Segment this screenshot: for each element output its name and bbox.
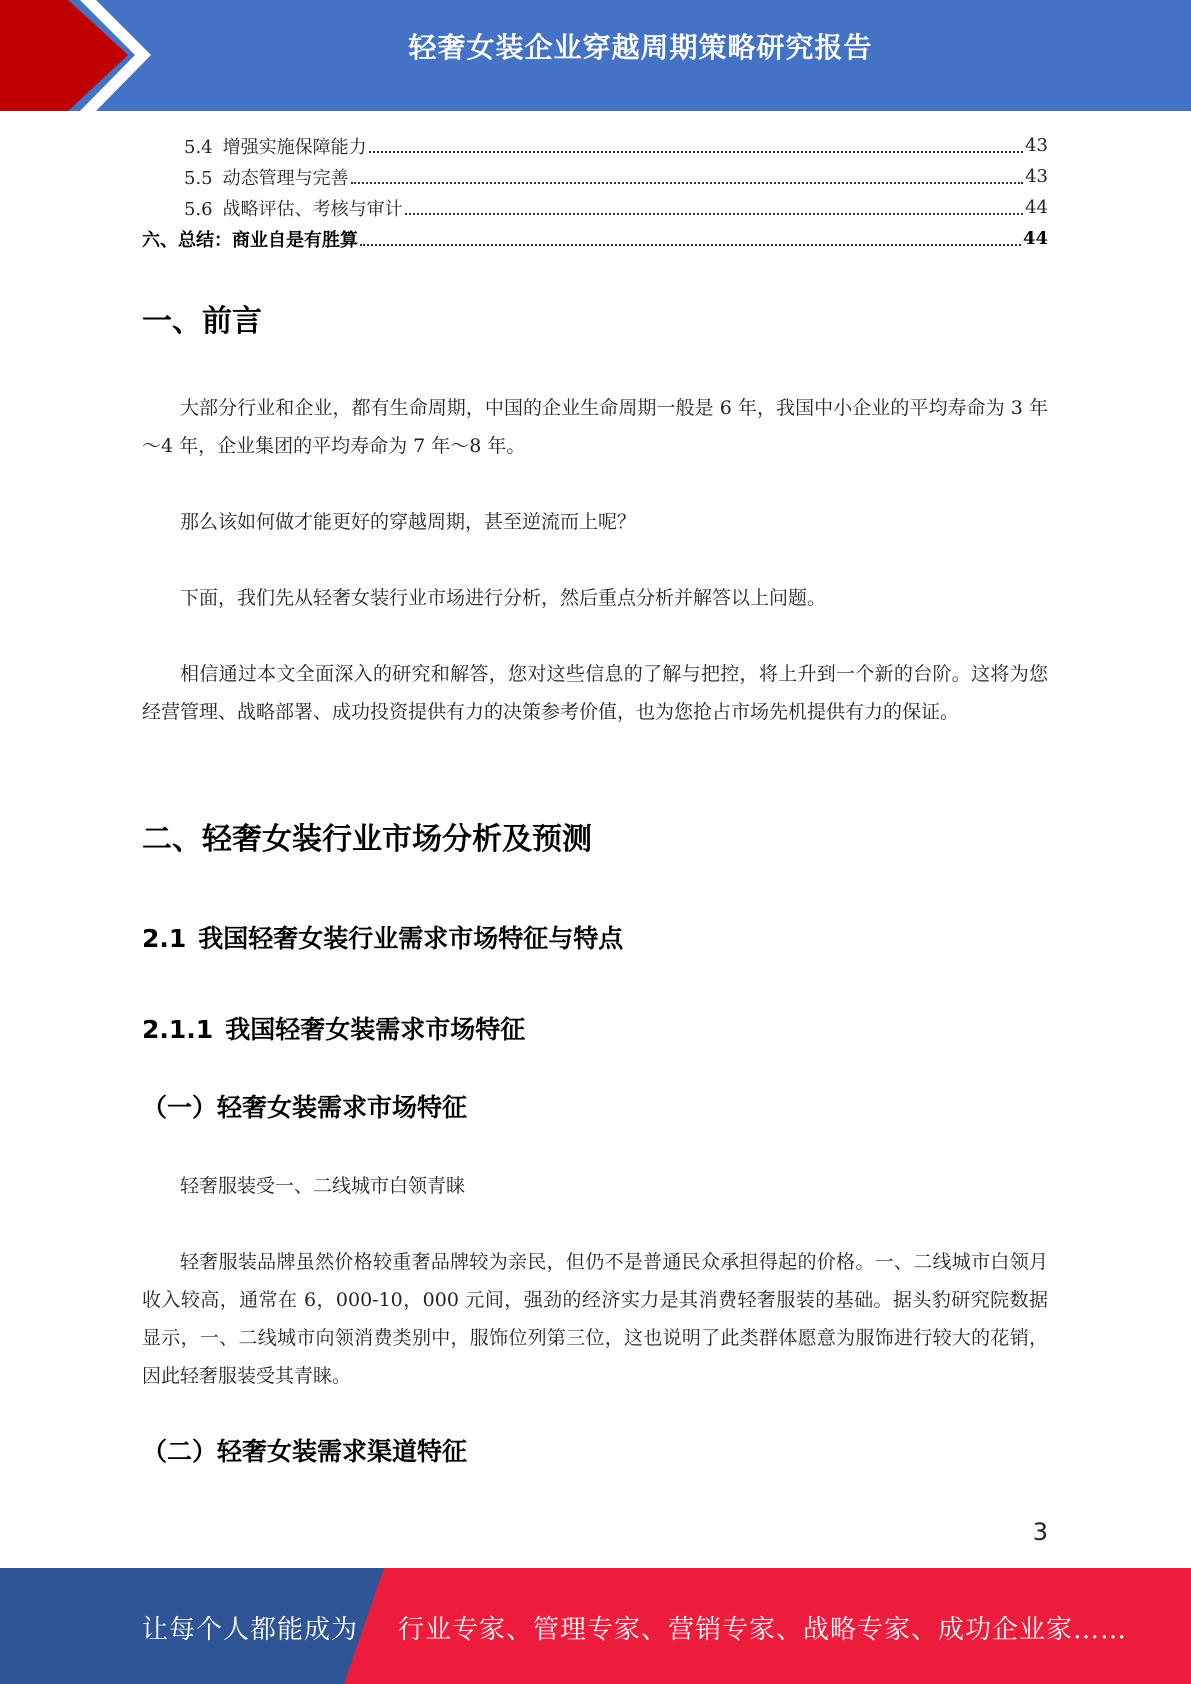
topic-heading: （二）轻奢女装需求渠道特征 [142, 1437, 468, 1466]
toc-entry-label: 六、总结：商业自是有胜算 [142, 229, 358, 251]
section-heading-preface: 一、前言 [142, 304, 262, 339]
toc-dot-leader [405, 213, 1023, 215]
paragraph: 那么该如何做才能更好的穿越周期，甚至逆流而上呢？ [180, 511, 637, 533]
toc-entry[interactable] [142, 192, 1048, 223]
paragraph: 轻奢服装受一、二线城市白领青睐 [180, 1175, 466, 1197]
page-number: 3 [1032, 1518, 1048, 1546]
subsection-heading: 2.1 我国轻奢女装行业需求市场特征与特点 [142, 924, 624, 953]
toc-entry-page: 44 [1025, 197, 1048, 218]
paragraph: 相信通过本文全面深入的研究和解答，您对这些信息的了解与把控，将上升到一个新的台阶。这将为您经营管理、战略部署、成功投资提供有力的决策参考价值，也为您抢占市场先机提供有力的保证。 [142, 663, 1048, 723]
report-title: 轻奢女装企业穿越周期策略研究报告 [408, 31, 873, 64]
paragraph: 下面，我们先从轻奢女装行业市场进行分析，然后重点分析并解答以上问题。 [180, 587, 827, 609]
toc-entry-label: 5.6 战略评估、考核与审计 [184, 198, 403, 220]
table-of-contents [142, 130, 1048, 254]
subsubsection-heading: 2.1.1 我国轻奢女装需求市场特征 [142, 1015, 526, 1044]
toc-entry-page: 43 [1025, 135, 1048, 156]
topic-heading: （一）轻奢女装需求市场特征 [142, 1093, 468, 1122]
toc-entry-page: 44 [1022, 228, 1048, 249]
toc-entry[interactable] [142, 161, 1048, 192]
page-footer [0, 1568, 1191, 1684]
toc-entry-label: 5.4 增强实施保障能力 [184, 136, 367, 158]
page-header [0, 0, 1191, 111]
toc-entry-chapter[interactable] [142, 223, 1048, 254]
toc-dot-leader [351, 182, 1023, 184]
toc-dot-leader [360, 244, 1021, 246]
section-heading-market-analysis: 二、轻奢女装行业市场分析及预测 [142, 822, 592, 857]
toc-dot-leader [369, 151, 1023, 153]
toc-entry-label: 5.5 动态管理与完善 [184, 167, 349, 189]
paragraph: 大部分行业和企业，都有生命周期，中国的企业生命周期一般是 6 年，我国中小企业的平均寿命为 3 年～4 年，企业集团的平均寿命为 7 年～8 年。 [142, 397, 1048, 457]
footer-slogan-left: 让每个人都能成为 [142, 1615, 359, 1645]
paragraph: 轻奢服装品牌虽然价格较重奢品牌较为亲民，但仍不是普通民众承担得起的价格。一、二线城市白领月收入较高，通常在 6，000-10，000 元间，强劲的经济实力是其消费轻奢服装的基础。据头豹研究院数据显示，一、二线城市向领消费类别中，服饰位列第三位，这也说明了此类群体愿意为服饰进行较大的花销，因此轻奢服装受其青睐。 [142, 1251, 1048, 1387]
toc-entry-page: 43 [1025, 166, 1048, 187]
footer-slogan-right: 行业专家、管理专家、营销专家、战略专家、成功企业家…… [398, 1615, 1128, 1645]
toc-entry[interactable] [142, 130, 1048, 161]
